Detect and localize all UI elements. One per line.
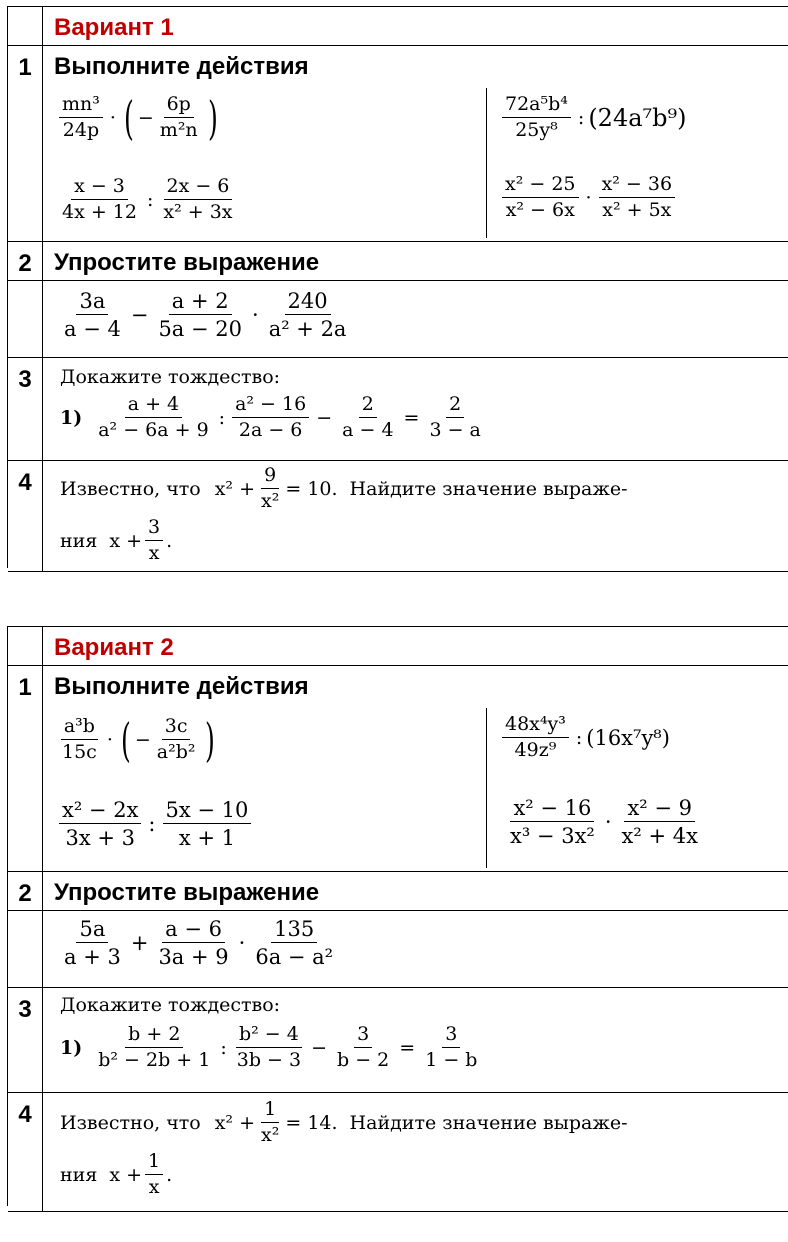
expression-3: 1) $\frac{b + 2}{\text{b² − 2b + 1}}$ : $\frac{\text{b² − 4}}{3b - 3}$ − $\frac{3}{b - 2}$ = $\frac{3}{1 - b}$	[60, 1023, 478, 1071]
expression-1a: $\frac{\text{mn³}}{24p}$ · ( − $\frac{6p}{\text{m²n}}$ )	[56, 94, 222, 142]
expression-2: $\frac{3a}{a - 4}$ − $\frac{a + 2}{5a - 20}$ · $\frac{240}{\text{a² + 2a}}$	[64, 289, 347, 342]
task-heading: Докажите тождество:	[60, 994, 281, 1016]
task-number: 2	[8, 242, 43, 280]
expression-1c: $\frac{\text{x² − 2x}}{3x + 3}$ : $\frac{5x - 10}{x + 1}$	[56, 798, 254, 850]
task-4-row	[8, 1093, 788, 1212]
task-4-line-2: ния x + $\frac{1}{x}$ .	[60, 1150, 173, 1198]
task-4-line-1: Известно, что x² + $\frac{9}{\text{x²}}$ = 10. Найдите значение выраже-	[60, 464, 628, 512]
expression-1d: $\frac{\text{x² − 25}}{\text{x² − 6x}}$ · $\frac{\text{x² − 36}}{\text{x² + 5x}}$	[499, 174, 678, 222]
column-divider	[486, 708, 487, 868]
task-heading: Упростите выражение	[54, 879, 320, 906]
task-heading: Докажите тождество:	[60, 366, 281, 388]
variant-2-table	[7, 626, 788, 1206]
task-heading: Упростите выражение	[54, 249, 320, 276]
column-divider	[486, 88, 487, 238]
task-number: 3	[8, 988, 43, 1092]
task-2-expression-row	[8, 281, 788, 358]
expression-1b: $\frac{\text{48x⁴y³}}{\text{49z⁹}}$ : (16x⁷y⁸)	[499, 714, 670, 762]
task-4-row	[8, 461, 788, 572]
expression-2: $\frac{5a}{a + 3}$ + $\frac{a - 6}{3a + 9}$ · $\frac{135}{\text{6a − a²}}$	[64, 917, 334, 970]
task-2-heading-row	[8, 872, 788, 911]
task-3-row	[8, 358, 788, 461]
task-number: 4	[8, 461, 43, 571]
task-heading: Выполните действия	[54, 673, 309, 700]
expression-1d: $\frac{\text{x² − 16}}{\text{x³ − 3x²}}$ · $\frac{\text{x² − 9}}{\text{x² + 4x}}$	[510, 796, 698, 849]
number-cell-empty	[8, 627, 43, 665]
variant-title: Вариант 1	[54, 14, 174, 41]
number-cell-empty	[8, 7, 43, 45]
task-2-heading-row	[8, 242, 788, 281]
task-3-row	[8, 988, 788, 1093]
task-1-row	[8, 666, 788, 872]
task-4-line-2: ния x + $\frac{3}{x}$ .	[60, 516, 173, 564]
task-2-expression-row	[8, 911, 788, 988]
expression-1b: $\frac{\text{72a⁵b⁴}}{\text{25y⁸}}$ : (24a⁷b⁹)	[499, 94, 687, 142]
task-1-row	[8, 46, 788, 242]
expression-1c: $\frac{x - 3}{4x + 12}$ : $\frac{2x - 6}{\text{x² + 3x}}$	[62, 175, 233, 223]
variant-title-row	[8, 627, 788, 666]
task-number: 1	[8, 46, 43, 241]
task-number: 4	[8, 1093, 43, 1211]
expression-3: 1) $\frac{a + 4}{\text{a² − 6a + 9}}$ : $\frac{\text{a² − 16}}{2a - 6}$ − $\frac{2}{a - 4}$ = $\frac{2}{3 - a}$	[60, 393, 481, 441]
expression-1a: $\frac{\text{a³b}}{15c}$ · ( − $\frac{3c}{\text{a²b²}}$ )	[62, 712, 216, 767]
task-4-line-1: Известно, что x² + $\frac{1}{\text{x²}}$ = 14. Найдите значение выраже-	[60, 1098, 628, 1146]
task-number: 2	[8, 872, 43, 910]
variant-1-table	[7, 6, 788, 568]
task-number: 3	[8, 358, 43, 460]
variant-title-row	[8, 7, 788, 46]
task-heading: Выполните действия	[54, 53, 309, 80]
task-number: 1	[8, 666, 43, 871]
variant-title: Вариант 2	[54, 634, 174, 661]
